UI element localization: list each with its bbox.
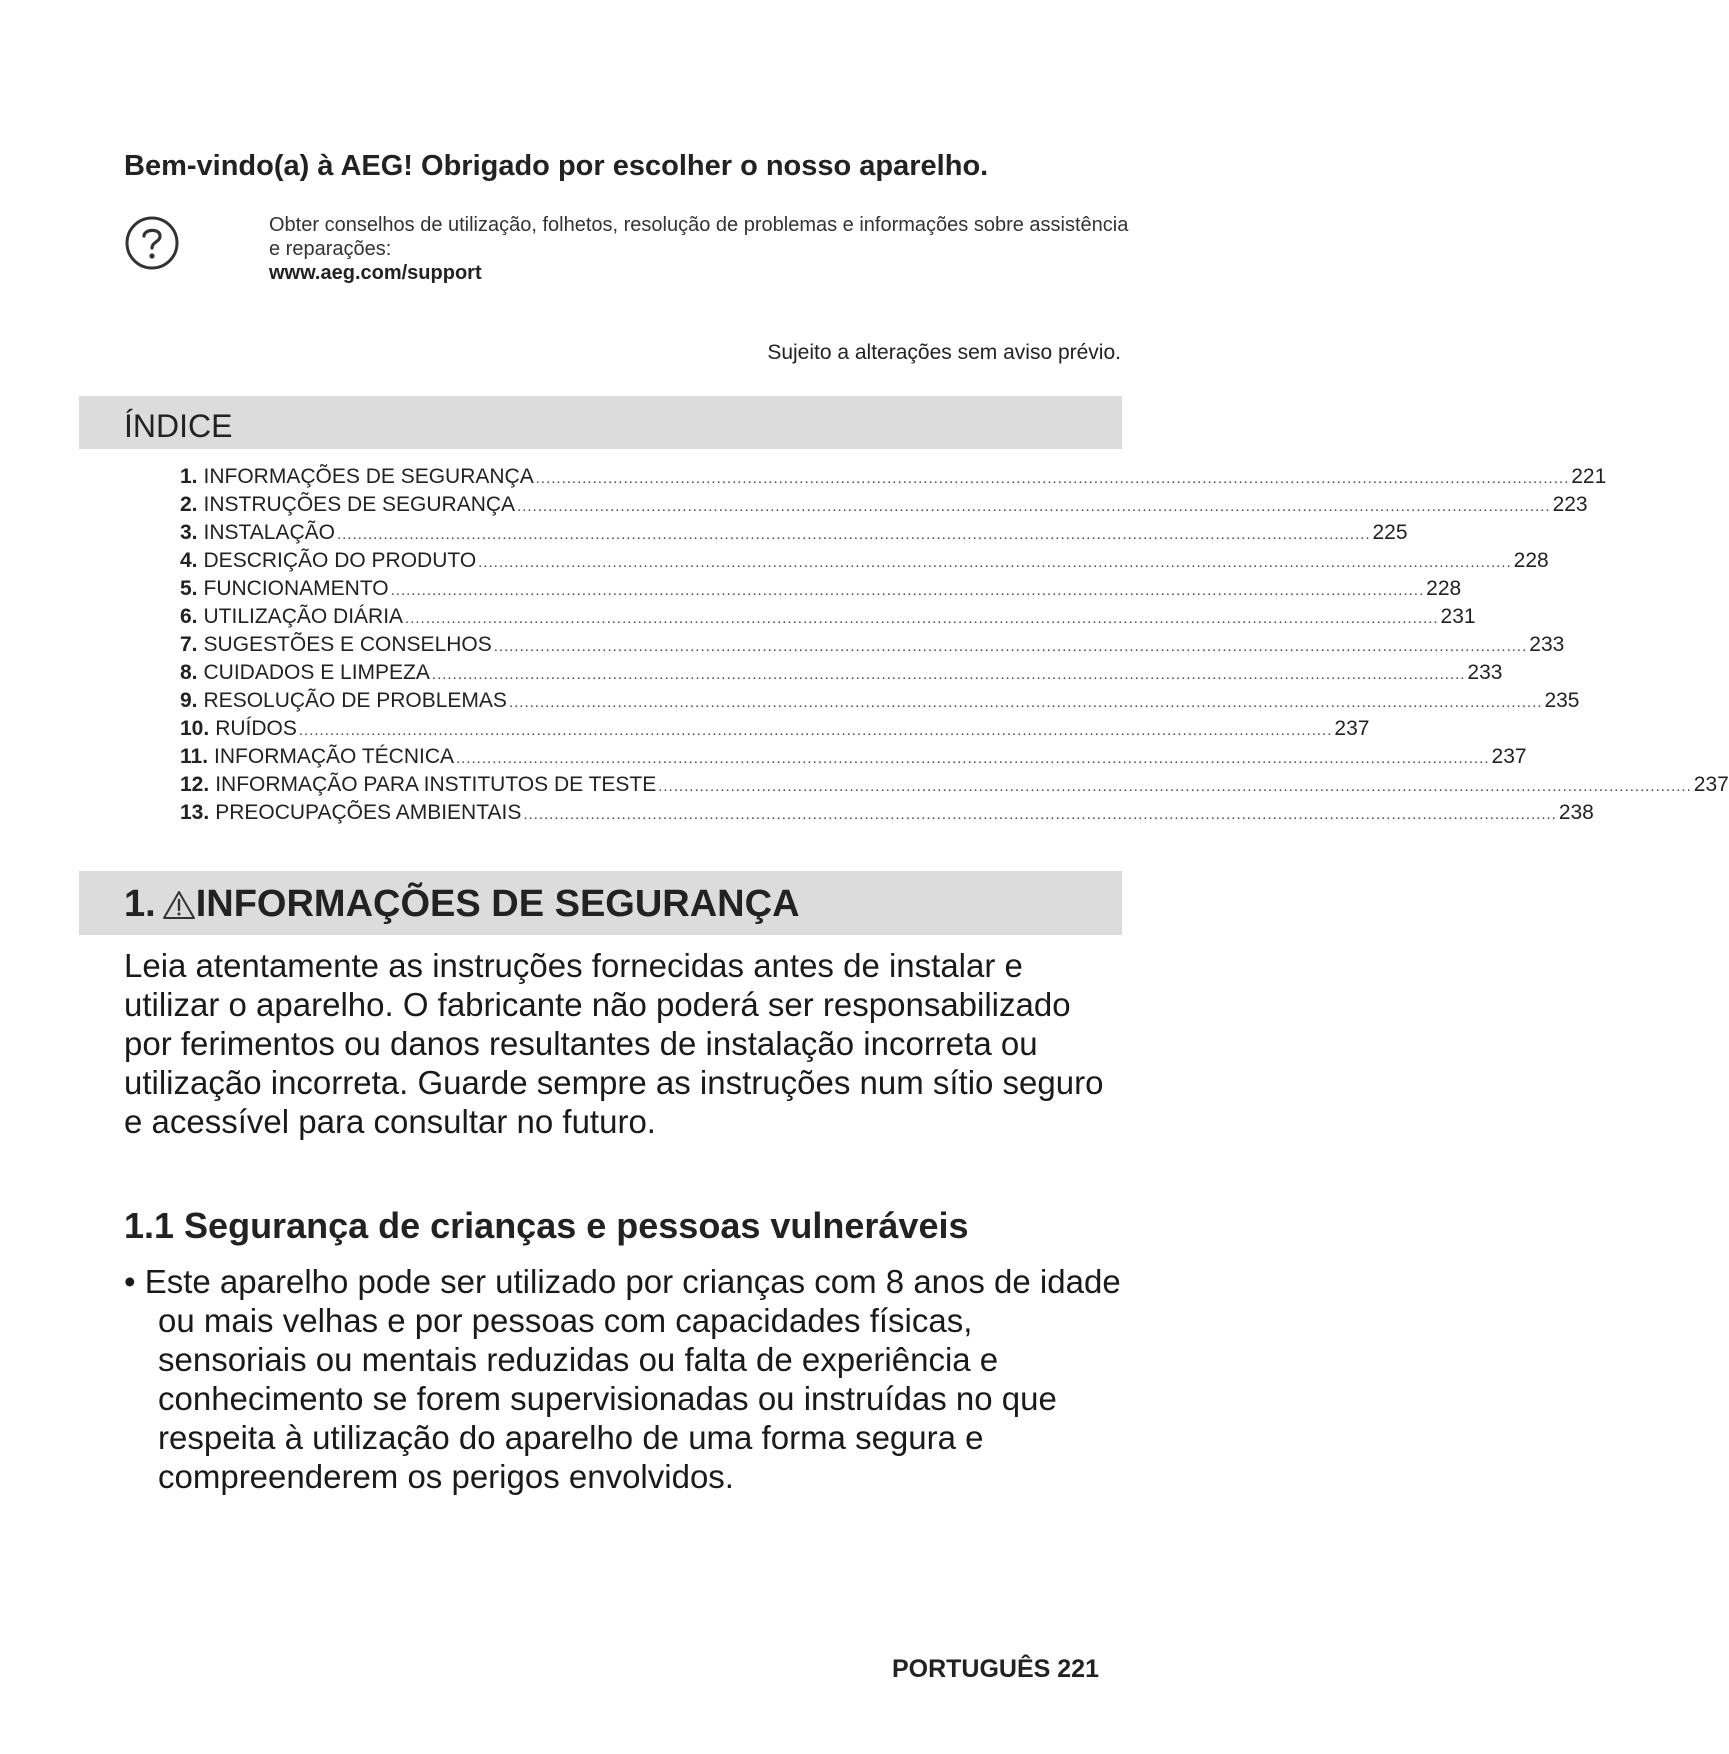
toc-entry-label: SUGESTÕES E CONSELHOS bbox=[203, 633, 492, 656]
toc-leader-dots: ........................................................................................................................................................................................................ bbox=[523, 806, 1557, 823]
subsection-heading: 1.1 Segurança de crianças e pessoas vulneráveis bbox=[124, 1205, 969, 1246]
toc-leader-dots: ........................................................................................................................................................................................................ bbox=[431, 666, 1466, 683]
toc-entry-label: CUIDADOS E LIMPEZA bbox=[203, 661, 430, 684]
toc-entry-label: FUNCIONAMENTO bbox=[203, 577, 389, 600]
index-title: ÍNDICE bbox=[124, 408, 233, 444]
toc-entry[interactable] bbox=[180, 687, 1580, 715]
toc-leader-dots: ........................................................................................................................................................................................................ bbox=[405, 610, 1439, 627]
toc-entry-page: 233 bbox=[1467, 661, 1503, 684]
bullet-text: Este aparelho pode ser utilizado por crianças com 8 anos de idade ou mais velhas e por pessoas com capacidades físicas, sensoriais ou mentais reduzidas ou falta de experiência e conhecimento se forem supervisionadas ou instruídas no que respeita à utilização do aparelho de uma forma segura e compreenderem os perigos envolvidos. bbox=[144, 1263, 1121, 1495]
toc-entry[interactable] bbox=[180, 799, 1594, 827]
toc-entry-page: 238 bbox=[1558, 801, 1594, 824]
toc-entry[interactable] bbox=[180, 631, 1565, 659]
toc-entry[interactable] bbox=[180, 575, 1462, 603]
toc-entry-label: DESCRIÇÃO DO PRODUTO bbox=[203, 549, 477, 572]
toc-entry[interactable] bbox=[180, 519, 1408, 547]
toc-entry-label: UTILIZAÇÃO DIÁRIA bbox=[203, 605, 404, 628]
section-title bbox=[124, 883, 800, 926]
toc-entry-label: INSTALAÇÃO bbox=[203, 521, 335, 544]
toc-entry-page: 237 bbox=[1693, 773, 1729, 796]
toc-entry-number: 8. bbox=[180, 661, 198, 684]
toc-entry-label: INFORMAÇÕES DE SEGURANÇA bbox=[203, 465, 534, 488]
index-header-bar bbox=[79, 396, 1122, 449]
toc-leader-dots: ........................................................................................................................................................................................................ bbox=[337, 526, 1371, 543]
page-footer: PORTUGUÊS 221 bbox=[891, 1655, 1099, 1683]
toc-entry-number: 9. bbox=[180, 689, 198, 712]
toc-entry[interactable] bbox=[180, 771, 1729, 799]
toc-entry-number: 2. bbox=[180, 493, 198, 516]
toc-entry-number: 6. bbox=[180, 605, 198, 628]
toc-leader-dots: ........................................................................................................................................................................................................ bbox=[298, 722, 1333, 739]
toc-entry-page: 223 bbox=[1552, 493, 1588, 516]
toc-entry-number: 12. bbox=[180, 773, 210, 796]
change-notice: Sujeito a alterações sem aviso prévio. bbox=[767, 341, 1121, 364]
toc-entry[interactable] bbox=[180, 603, 1476, 631]
toc-entry-number: 1. bbox=[180, 465, 198, 488]
toc-entry-label: INFORMAÇÃO PARA INSTITUTOS DE TESTE bbox=[215, 773, 657, 796]
toc-entry-number: 7. bbox=[180, 633, 198, 656]
bullet-marker: • bbox=[124, 1263, 145, 1300]
toc-entry-page: 225 bbox=[1372, 521, 1408, 544]
toc-leader-dots: ........................................................................................................................................................................................................ bbox=[493, 638, 1528, 655]
section-number: 1. bbox=[124, 883, 156, 925]
toc-entry[interactable] bbox=[180, 743, 1527, 771]
toc-entry-page: 237 bbox=[1334, 717, 1370, 740]
toc-entry-page: 228 bbox=[1513, 549, 1549, 572]
toc-entry-number: 4. bbox=[180, 549, 198, 572]
toc-entry[interactable] bbox=[180, 547, 1549, 575]
toc-entry[interactable] bbox=[180, 463, 1607, 491]
toc-entry-number: 11. bbox=[180, 745, 209, 768]
toc-leader-dots: ........................................................................................................................................................................................................ bbox=[517, 498, 1551, 515]
bullet-item bbox=[124, 1262, 1124, 1496]
toc-entry[interactable] bbox=[180, 659, 1503, 687]
toc-entry-label: PREOCUPAÇÕES AMBIENTAIS bbox=[215, 801, 522, 824]
toc-entry-page: 237 bbox=[1491, 745, 1527, 768]
toc-leader-dots: ........................................................................................................................................................................................................ bbox=[478, 554, 1512, 571]
toc-entry-page: 233 bbox=[1529, 633, 1565, 656]
support-info bbox=[269, 213, 1129, 285]
support-url-link[interactable]: www.aeg.com/support bbox=[269, 262, 482, 284]
toc-entry[interactable] bbox=[180, 715, 1370, 743]
toc-entry-label: INFORMAÇÃO TÉCNICA bbox=[214, 745, 455, 768]
toc-entry-label: RUÍDOS bbox=[215, 717, 297, 740]
toc-leader-dots: ........................................................................................................................................................................................................ bbox=[508, 694, 1543, 711]
support-text: Obter conselhos de utilização, folhetos, resolução de problemas e informações sobre assistência e reparações: bbox=[269, 214, 1129, 260]
toc-entry-label: RESOLUÇÃO DE PROBLEMAS bbox=[203, 689, 507, 712]
toc-entry-page: 231 bbox=[1440, 605, 1476, 628]
toc-entry-number: 13. bbox=[180, 801, 210, 824]
toc-leader-dots: ........................................................................................................................................................................................................ bbox=[535, 470, 1570, 487]
welcome-heading: Bem-vindo(a) à AEG! Obrigado por escolher o nosso aparelho. bbox=[124, 150, 989, 182]
toc-entry-number: 3. bbox=[180, 521, 198, 544]
toc-entry-number: 10. bbox=[180, 717, 210, 740]
question-circle-icon bbox=[124, 215, 180, 271]
toc-entry-page: 235 bbox=[1544, 689, 1580, 712]
safety-intro-paragraph: Leia atentamente as instruções fornecidas antes de instalar e utilizar o aparelho. O fabricante não poderá ser responsabilizado por ferimentos ou danos resultantes de instalação incorreta ou utilização incorreta. Guarde sempre as instruções num sítio seguro e acessível para consultar no futuro. bbox=[124, 947, 1104, 1140]
toc-entry[interactable] bbox=[180, 491, 1588, 519]
warning-triangle-icon bbox=[162, 890, 196, 920]
section-title-text: INFORMAÇÕES DE SEGURANÇA bbox=[195, 883, 800, 925]
toc-leader-dots: ........................................................................................................................................................................................................ bbox=[658, 778, 1692, 795]
toc-entry-page: 228 bbox=[1426, 577, 1462, 600]
table-of-contents bbox=[180, 463, 1729, 827]
toc-entry-page: 221 bbox=[1571, 465, 1607, 488]
toc-entry-number: 5. bbox=[180, 577, 198, 600]
section-header-bar bbox=[79, 871, 1122, 935]
toc-leader-dots: ........................................................................................................................................................................................................ bbox=[390, 582, 1425, 599]
toc-entry-label: INSTRUÇÕES DE SEGURANÇA bbox=[203, 493, 516, 516]
toc-leader-dots: ........................................................................................................................................................................................................ bbox=[456, 750, 1490, 767]
